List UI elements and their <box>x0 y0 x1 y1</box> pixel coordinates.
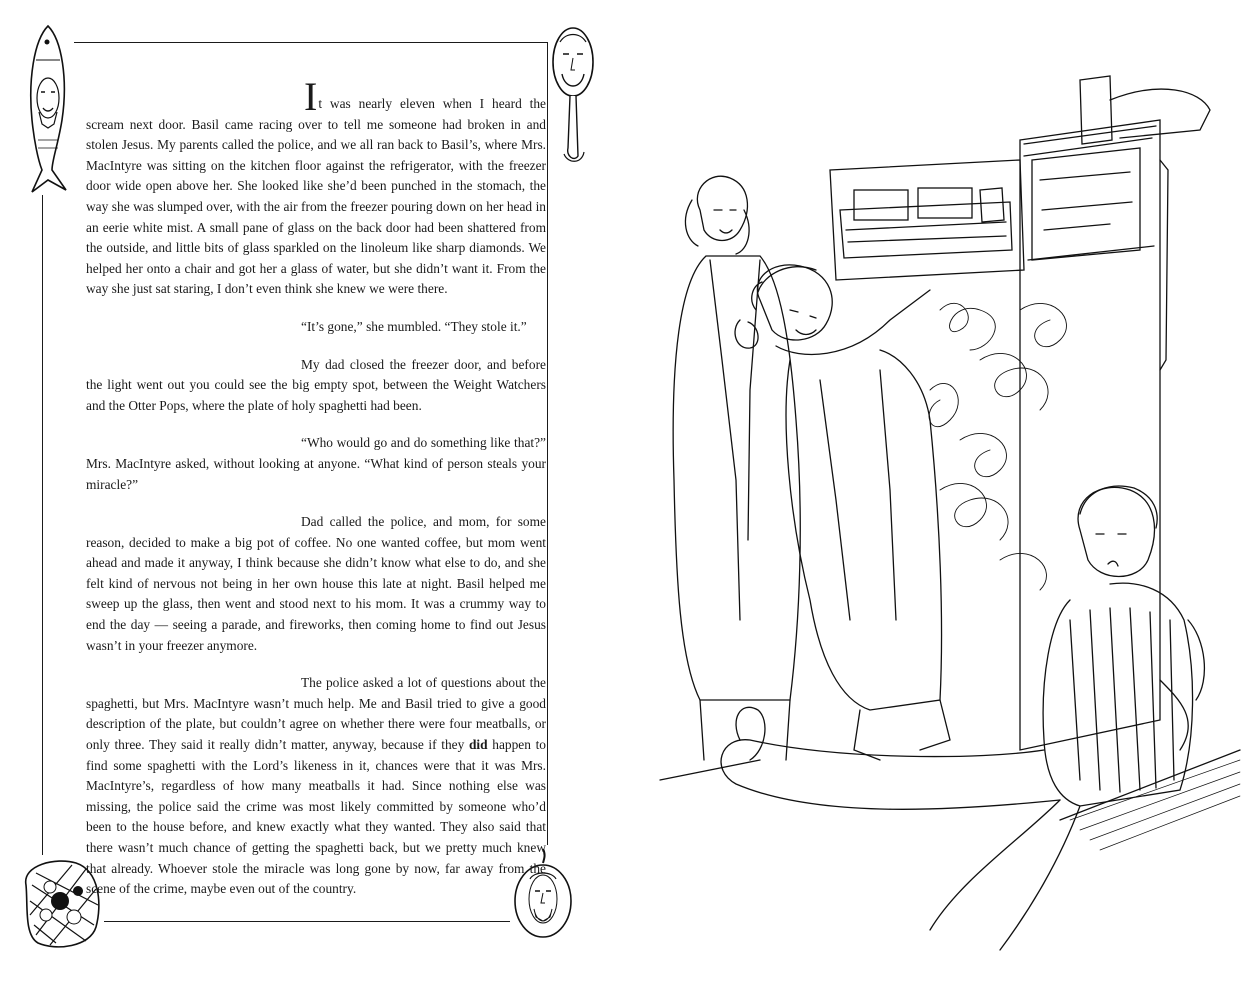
freezer-mist <box>929 303 1066 590</box>
paragraph-6-text-b: happen to find some spaghetti with the Lord’s likeness in it, chances were that it was Mrs. MacIntyre’s, regardless of how many meatballs it had. Since nothing else was missing, the police said the crime was most likely committed by someone who’d been to the house before, and knew exactly what they wanted. They also said that there wasn’t much chance of getting the spaghetti back, but we pretty much knew that already. Whoever stole the miracle was long gone by now, far away from the scene of the crime, maybe even out of the country. <box>86 737 546 897</box>
standing-woman <box>673 176 800 760</box>
seated-woman <box>721 486 1204 950</box>
paragraph-6-text-a: The police asked a lot of questions about the spaghetti, but Mrs. MacIntyre wasn’t much help. Me and Basil tried to give a good description of the plate, but couldn’t agree on whether there were four meatballs, or only three. They said it really didn’t matter, anyway, because if they <box>86 675 546 753</box>
paragraph-1 <box>86 74 546 300</box>
drop-cap: I <box>304 74 319 119</box>
spoon-face-ornament <box>548 22 598 167</box>
refrigerator <box>1020 76 1210 750</box>
freezer-door <box>830 160 1024 280</box>
paragraph-3: My dad closed the freezer door, and before the light went out you could see the big empty spot, between the Weight Watchers and the Otter Pops, where the plate of holy spaghetti had been. <box>86 356 546 413</box>
leaning-man <box>752 265 950 760</box>
fish-face-ornament <box>22 20 74 195</box>
emphasis-did: did <box>468 737 488 753</box>
story-text <box>86 74 546 917</box>
paragraph-1-text: t was nearly eleven when I heard the scream next door. Basil came racing over to tell me someone had broken in and stolen Jesus. My parents called the police, and we all ran back to Basil’s, where Mrs. MacIntyre was sitting on the kitchen floor against the refrigerator, with the freezer door wide open above her. She looked like she’d been punched in the stomach, the way she was slumped over, with the air from the freezer pouring down on her head in an eerie white mist. A small pane of glass on the back door had been shattered from the outside, and little bits of glass sparkled on the linoleum like sharp diamonds. We helped her onto a chair and got her a glass of water, but she didn’t want it. From the way she just sat staring, I don’t even think she knew we were there. <box>86 96 546 297</box>
floor-line <box>660 750 1240 820</box>
paragraph-4: “Who would go and do something like that?” Mrs. MacIntyre asked, without looking at anyone. “What kind of person steals your miracle?” <box>86 435 546 492</box>
paragraph-2: “It’s gone,” she mumbled. “They stole it.” <box>301 318 527 334</box>
paragraph-6 <box>86 673 546 900</box>
paragraph-5: Dad called the police, and mom, for some reason, decided to make a big pot of coffee. No one wanted coffee, but mom went ahead and made it anyway, I think because she didn’t know what else to do, and she felt kind of nervous not being in her own house this late at night. Basil helped me sweep up the glass, then went and stood next to his mom. It was a crummy way to end the day — seeing a parade, and fireworks, then coming home to find out Jesus wasn’t in your freezer anymore. <box>86 514 546 653</box>
kitchen-illustration <box>640 60 1250 960</box>
